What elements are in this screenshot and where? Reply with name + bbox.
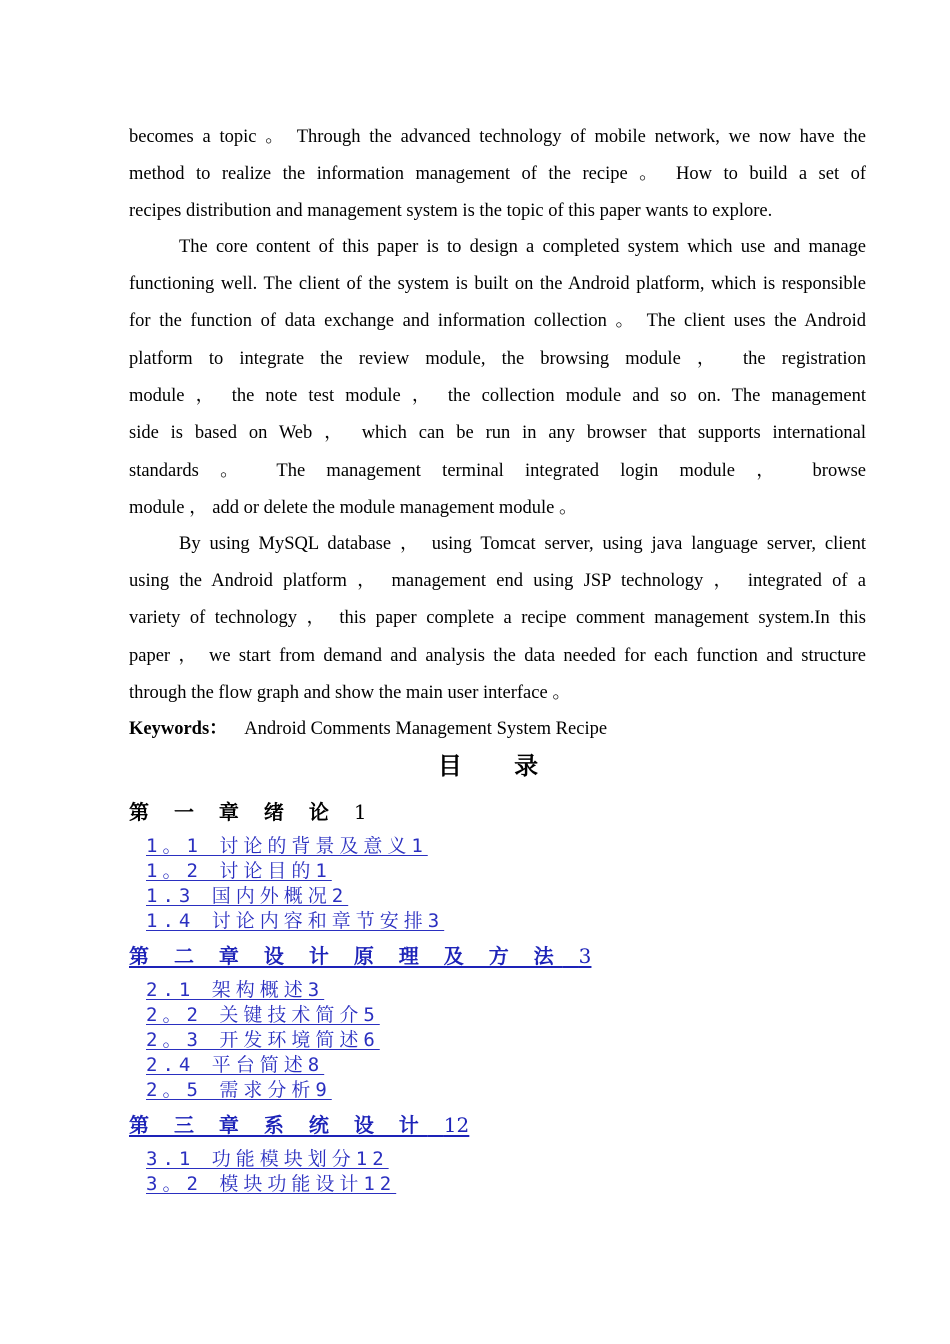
keywords-line bbox=[129, 714, 866, 744]
abstract-line: recipes distribution and management system is the topic of this paper wants to explore. bbox=[129, 201, 773, 221]
toc-link-1-3[interactable]: 1.3 国内外概况2 bbox=[146, 885, 349, 907]
abstract-line: The core content of this paper is to design a completed system which use and manage bbox=[179, 237, 866, 257]
abstract-line: becomes a topic 。 Through the advanced technology of mobile network, we now have the bbox=[129, 127, 866, 147]
abstract-line: using the Android platform ， management end using JSP technology ， integrated of a bbox=[129, 571, 866, 591]
abstract-line: module ， the note test module ， the collection module and so on. The management bbox=[129, 386, 866, 406]
toc-link-3-1[interactable]: 3.1 功能模块划分12 bbox=[146, 1148, 389, 1170]
toc-link-2-4[interactable]: 2.4 平台简述8 bbox=[146, 1054, 325, 1076]
abstract-line: paper ， we start from demand and analysis the data needed for each function and structure bbox=[129, 646, 866, 666]
toc-chapter-2[interactable] bbox=[129, 942, 591, 970]
abstract-line: for the function of data exchange and information collection 。 The client uses the Android bbox=[129, 311, 866, 331]
toc-link-2-5[interactable]: 2。5 需求分析9 bbox=[146, 1079, 332, 1101]
toc-link-2-1[interactable]: 2.1 架构概述3 bbox=[146, 979, 325, 1001]
abstract-line: functioning well. The client of the system is built on the Android platform, which is responsible bbox=[129, 274, 866, 294]
abstract-line: method to realize the information management of the recipe 。 How to build a set of bbox=[129, 164, 866, 184]
abstract-line: through the flow graph and show the main user interface 。 bbox=[129, 683, 571, 703]
toc-link-2-3[interactable]: 2。3 开发环境简述6 bbox=[146, 1029, 380, 1051]
toc-chapter-label[interactable]: 第 三 章 系 统 设 计 bbox=[129, 1113, 428, 1137]
toc-chapter-page[interactable]: 3 bbox=[578, 944, 592, 968]
toc-chapter-page: 1 bbox=[353, 800, 367, 824]
abstract-line: By using MySQL database ， using Tomcat server, using java language server, client bbox=[179, 534, 866, 554]
abstract-line: variety of technology ， this paper complete a recipe comment management system.In this bbox=[129, 608, 866, 628]
abstract-line: platform to integrate the review module, the browsing module ， the registration bbox=[129, 349, 866, 369]
toc-title: 目 录 bbox=[437, 752, 561, 780]
toc-chapter-3[interactable] bbox=[129, 1111, 469, 1139]
toc-link-3-2[interactable]: 3。2 模块功能设计12 bbox=[146, 1173, 397, 1195]
toc-link-1-1[interactable]: 1。1 讨论的背景及意义1 bbox=[146, 835, 428, 857]
abstract-line: side is based on Web ， which can be run in any browser that supports international bbox=[129, 423, 866, 443]
abstract-line: module ， add or delete the module management module 。 bbox=[129, 498, 578, 518]
toc-chapter-page[interactable]: 12 bbox=[443, 1113, 470, 1137]
toc-link-1-2[interactable]: 1。2 讨论目的1 bbox=[146, 860, 332, 882]
toc-link-2-2[interactable]: 2。2 关键技术简介5 bbox=[146, 1004, 380, 1026]
toc-chapter-label: 第 一 章 绪 论 bbox=[129, 800, 338, 824]
toc-chapter-label[interactable]: 第 二 章 设 计 原 理 及 方 法 bbox=[129, 944, 563, 968]
keywords-label: Keywords： bbox=[129, 719, 228, 739]
toc-link-1-4[interactable]: 1.4 讨论内容和章节安排3 bbox=[146, 910, 445, 932]
toc-chapter-1 bbox=[129, 798, 367, 826]
abstract-line: standards 。 The management terminal integrated login module ， browse bbox=[129, 461, 866, 481]
keywords-value: Android Comments Management System Recipe bbox=[244, 719, 608, 739]
